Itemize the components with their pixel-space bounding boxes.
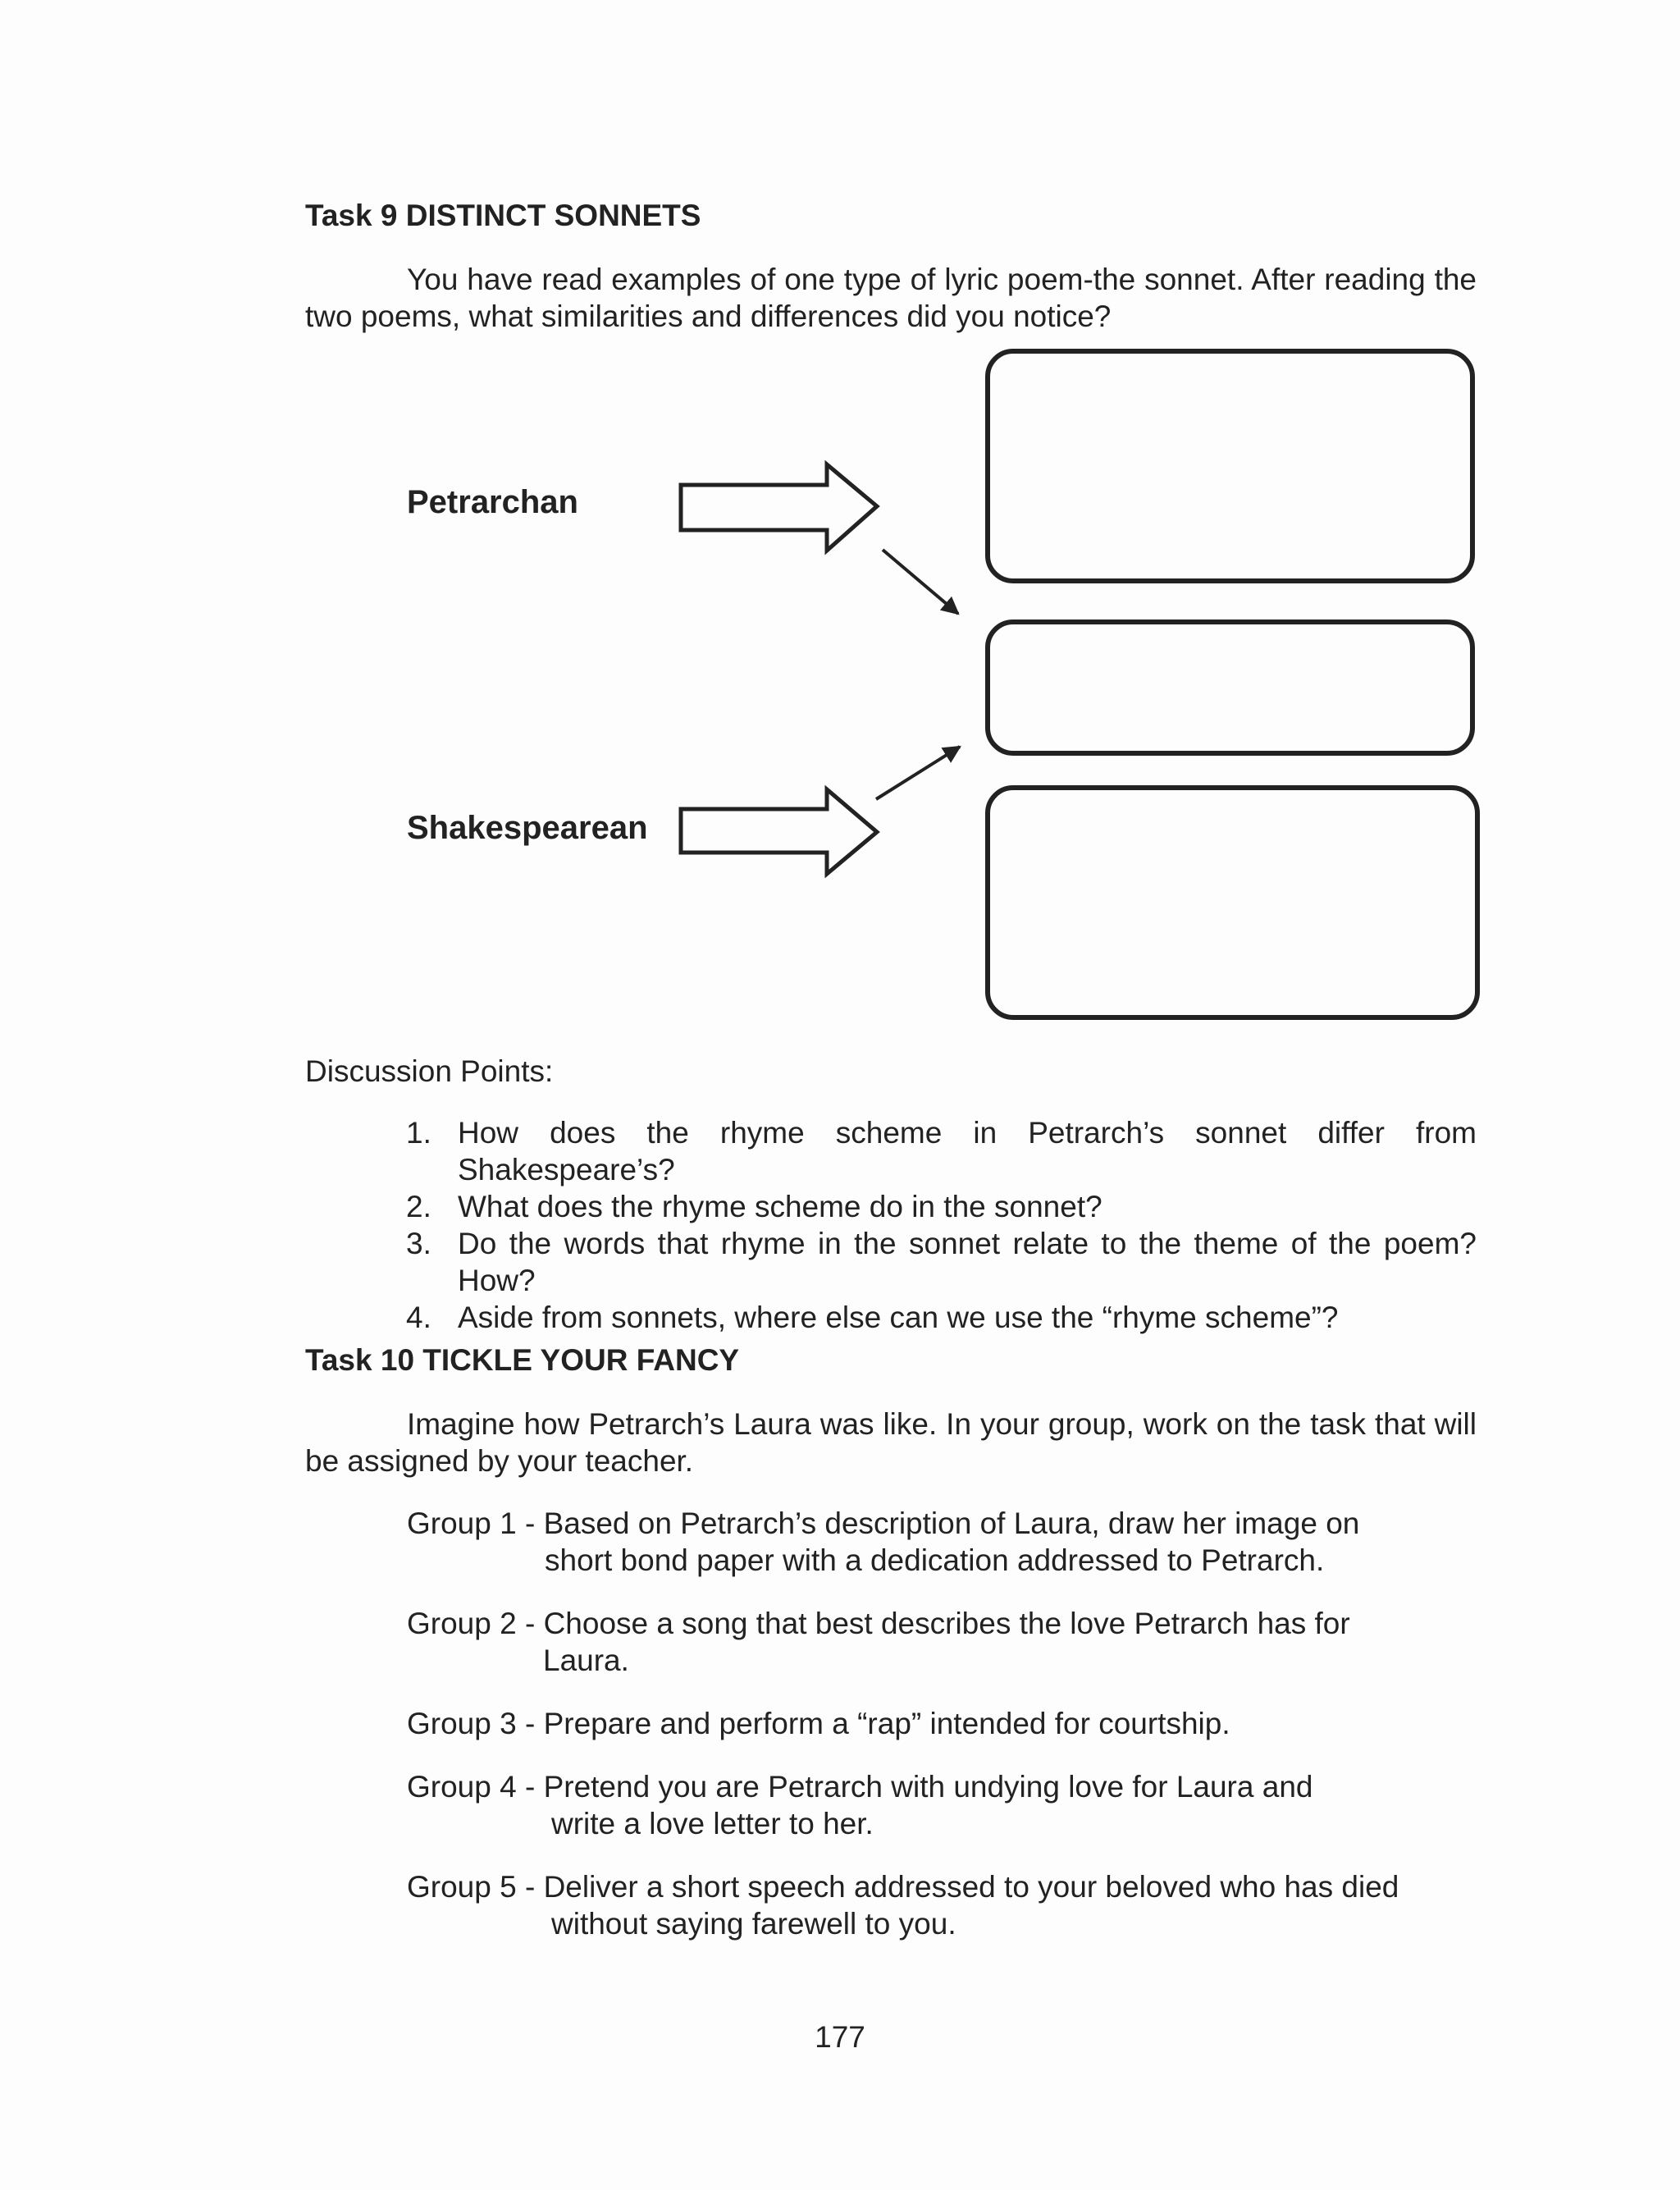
list-item: 2. What does the rhyme scheme do in the sonnet?	[406, 1190, 1102, 1223]
task10-heading: Task 10 TICKLE YOUR FANCY	[305, 1343, 740, 1377]
task9-heading: Task 9 DISTINCT SONNETS	[305, 199, 701, 232]
petrarchan-answer-box[interactable]	[985, 349, 1475, 583]
petrarchan-to-similarity-arrow	[883, 550, 958, 614]
group-2-item: Group 2 - Choose a song that best describes the love Petrarch has for Laura.	[407, 1607, 1350, 1677]
similarity-answer-box[interactable]	[985, 620, 1475, 756]
shakespearean-block-arrow	[681, 789, 877, 874]
task9-intro: You have read examples of one type of lyric poem-the sonnet. After reading the two poems, what similarities and differences did you notice?	[305, 263, 1477, 333]
group-4-item: Group 4 - Pretend you are Petrarch with undying love for Laura and write a love letter to her.	[407, 1770, 1313, 1840]
label-shakespearean: Shakespearean	[407, 810, 648, 846]
page-number: 177	[815, 2020, 865, 2054]
group-5-item: Group 5 - Deliver a short speech addressed to your beloved who has died without saying farewell to you.	[407, 1870, 1399, 1941]
petrarchan-block-arrow	[681, 464, 877, 551]
list-item: 3. Do the words that rhyme in the sonnet relate to the theme of the poem? How?	[406, 1227, 1477, 1297]
discussion-title: Discussion Points:	[305, 1054, 554, 1088]
shakespearean-answer-box[interactable]	[985, 785, 1480, 1020]
list-item: 4. Aside from sonnets, where else can we use the “rhyme scheme”?	[406, 1301, 1339, 1334]
list-item: 1. How does the rhyme scheme in Petrarch’s sonnet differ from Shakespeare’s?	[406, 1116, 1477, 1186]
label-petrarchan: Petrarchan	[407, 484, 578, 520]
group-1-item: Group 1 - Based on Petrarch’s description of Laura, draw her image on short bond paper with a dedication addressed to Petrarch.	[407, 1506, 1360, 1577]
shakespearean-to-similarity-arrow	[876, 747, 960, 799]
task10-intro: Imagine how Petrarch’s Laura was like. In your group, work on the task that will be assigned by your teacher.	[305, 1407, 1477, 1478]
discussion-list	[406, 1114, 1477, 1336]
group-3-item: Group 3 - Prepare and perform a “rap” intended for courtship.	[407, 1707, 1230, 1740]
